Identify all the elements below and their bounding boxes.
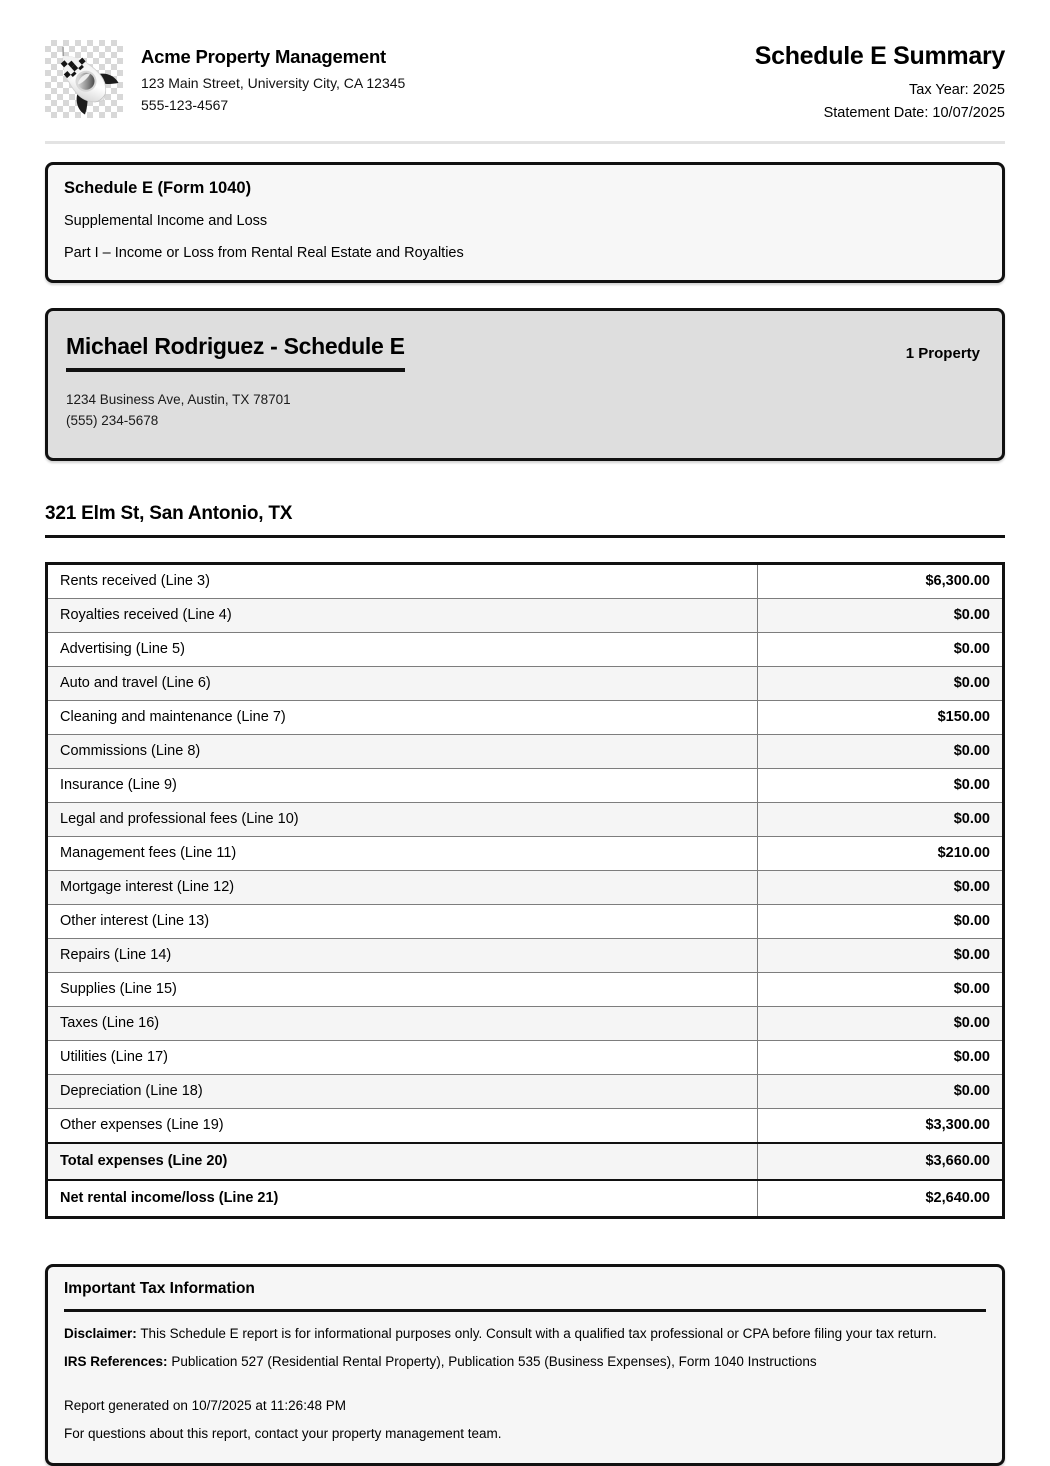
report-generated-line: Report generated on 10/7/2025 at 11:26:48 PM <box>64 1398 346 1414</box>
table-row <box>47 768 1004 802</box>
page-title: Schedule E Summary <box>754 42 1005 70</box>
table-row <box>47 972 1004 1006</box>
line-item-amount: $6,300.00 <box>758 563 1004 598</box>
line-item-amount: $0.00 <box>758 972 1004 1006</box>
disclaimer-paragraph <box>64 1324 986 1344</box>
company-phone: 555-123-4567 <box>141 96 229 113</box>
table-row <box>47 598 1004 632</box>
line-item-amount: $2,640.00 <box>758 1180 1004 1218</box>
statement-date: Statement Date: 10/07/2025 <box>823 104 1005 121</box>
line-item-label: Rents received (Line 3) <box>47 563 758 598</box>
property-count-badge: 1 Property <box>905 344 980 362</box>
notes-title: Important Tax Information <box>64 1280 986 1312</box>
line-item-amount: $0.00 <box>758 904 1004 938</box>
form-box-title: Schedule E (Form 1040) <box>64 179 252 198</box>
line-item-amount: $0.00 <box>758 1040 1004 1074</box>
company-name: Acme Property Management <box>141 46 387 67</box>
line-item-label: Other interest (Line 13) <box>47 904 758 938</box>
line-item-amount: $0.00 <box>758 870 1004 904</box>
line-item-label: Net rental income/loss (Line 21) <box>47 1180 758 1218</box>
line-item-label: Utilities (Line 17) <box>47 1040 758 1074</box>
line-item-label: Mortgage interest (Line 12) <box>47 870 758 904</box>
line-item-amount: $0.00 <box>758 598 1004 632</box>
line-item-label: Depreciation (Line 18) <box>47 1074 758 1108</box>
form-box-subtitle: Supplemental Income and Loss <box>64 213 268 230</box>
line-item-amount: $0.00 <box>758 938 1004 972</box>
line-item-label: Repairs (Line 14) <box>47 938 758 972</box>
line-item-amount: $210.00 <box>758 836 1004 870</box>
table-row <box>47 836 1004 870</box>
line-item-label: Advertising (Line 5) <box>47 632 758 666</box>
table-row <box>47 563 1004 598</box>
line-item-label: Legal and professional fees (Line 10) <box>47 802 758 836</box>
line-item-label: Cleaning and maintenance (Line 7) <box>47 700 758 734</box>
table-row <box>47 870 1004 904</box>
owner-name: Michael Rodriguez - Schedule E <box>66 333 405 372</box>
table-row <box>47 1180 1004 1218</box>
company-address: 123 Main Street, University City, CA 12345 <box>141 75 406 92</box>
form-box-part: Part I – Income or Loss from Rental Real Estate and Royalties <box>64 244 464 261</box>
line-item-label: Insurance (Line 9) <box>47 768 758 802</box>
tax-year: Tax Year: 2025 <box>909 81 1005 98</box>
header-divider <box>45 141 1005 144</box>
line-item-amount: $150.00 <box>758 700 1004 734</box>
owner-address: 1234 Business Ave, Austin, TX 78701 <box>66 391 291 407</box>
owner-header-row <box>66 333 980 372</box>
line-item-amount: $0.00 <box>758 1006 1004 1040</box>
rocket-logo-icon <box>45 40 123 118</box>
line-item-label: Taxes (Line 16) <box>47 1006 758 1040</box>
schedule-e-form-box <box>45 162 1005 283</box>
line-item-label: Royalties received (Line 4) <box>47 598 758 632</box>
owner-summary-box <box>45 308 1005 461</box>
line-item-amount: $0.00 <box>758 802 1004 836</box>
table-row <box>47 1040 1004 1074</box>
irs-references-paragraph <box>64 1352 986 1372</box>
line-item-amount: $0.00 <box>758 1074 1004 1108</box>
table-row <box>47 1006 1004 1040</box>
line-item-amount: $0.00 <box>758 768 1004 802</box>
line-item-label: Auto and travel (Line 6) <box>47 666 758 700</box>
irs-references-text: Publication 527 (Residential Rental Property), Publication 535 (Business Expenses), Form 1040 Instructions <box>171 1354 817 1370</box>
line-item-label: Total expenses (Line 20) <box>47 1143 758 1180</box>
line-item-amount: $0.00 <box>758 734 1004 768</box>
table-row <box>47 700 1004 734</box>
table-row <box>47 938 1004 972</box>
document-header <box>45 40 1005 135</box>
schedule-e-line-items-table <box>45 562 1005 1219</box>
line-item-amount: $3,300.00 <box>758 1108 1004 1143</box>
disclaimer-text: This Schedule E report is for informational purposes only. Consult with a qualified tax professional or CPA before filing your tax return. <box>140 1325 937 1341</box>
notes-spacer <box>64 1380 986 1396</box>
line-item-amount: $0.00 <box>758 666 1004 700</box>
disclaimer-label: Disclaimer: <box>64 1325 137 1341</box>
table-row <box>47 802 1004 836</box>
line-item-label: Management fees (Line 11) <box>47 836 758 870</box>
table-row <box>47 734 1004 768</box>
line-item-label: Commissions (Line 8) <box>47 734 758 768</box>
table-row <box>47 1074 1004 1108</box>
line-item-label: Supplies (Line 15) <box>47 972 758 1006</box>
irs-references-label: IRS References: <box>64 1354 168 1370</box>
table-row <box>47 1143 1004 1180</box>
property-address-heading: 321 Elm St, San Antonio, TX <box>45 503 1005 538</box>
company-text-block <box>141 40 405 117</box>
line-item-label: Other expenses (Line 19) <box>47 1108 758 1143</box>
table-row <box>47 1108 1004 1143</box>
owner-contact-block <box>66 389 980 432</box>
company-identity <box>45 40 405 118</box>
table-row <box>47 632 1004 666</box>
schedule-e-table-body <box>47 563 1004 1217</box>
report-contact-line: For questions about this report, contact your property management team. <box>64 1426 502 1442</box>
owner-phone: (555) 234-5678 <box>66 413 159 429</box>
table-row <box>47 904 1004 938</box>
important-tax-information-box <box>45 1264 1005 1466</box>
line-item-amount: $3,660.00 <box>758 1143 1004 1180</box>
line-item-amount: $0.00 <box>758 632 1004 666</box>
document-title-block <box>755 40 1005 125</box>
table-row <box>47 666 1004 700</box>
